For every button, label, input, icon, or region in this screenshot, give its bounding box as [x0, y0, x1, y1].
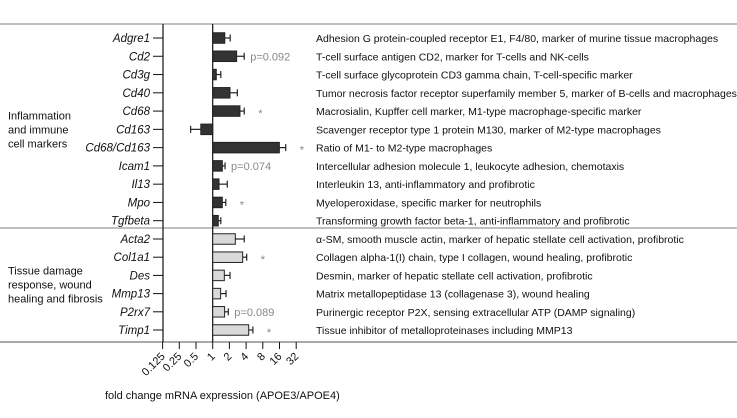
significance-annotation: *: [299, 144, 304, 157]
gene-description: T-cell surface glycoprotein CD3 gamma chain, T-cell-specific marker: [316, 69, 633, 82]
group-label: response, wound: [8, 279, 92, 292]
bar: [213, 33, 225, 44]
gene-label: Il13: [131, 179, 150, 192]
significance-annotation: *: [266, 327, 272, 339]
gene-label: Col1a1: [113, 252, 150, 265]
x-tick-label: 4: [238, 350, 252, 364]
gene-label: P2rx7: [119, 306, 150, 319]
gene-description: T-cell surface antigen CD2, marker for T-cells and NK-cells: [316, 51, 589, 64]
significance-annotation: p=0.074: [231, 160, 272, 173]
gene-label: Cd3g: [122, 69, 150, 82]
gene-description: Adhesion G protein-coupled receptor E1, F4/80, marker of murine tissue macrophages: [316, 33, 719, 45]
gene-label: Acta2: [120, 234, 150, 246]
x-tick-label: 16: [267, 350, 285, 368]
bar: [213, 88, 230, 99]
gene-description: Desmin, marker of hepatic stellate cell activation, profibrotic: [316, 270, 593, 283]
gene-label: Icam1: [118, 160, 150, 173]
gene-description: Collagen alpha-1(I) chain, type I collagen, wound healing, profibrotic: [316, 252, 633, 265]
bar: [213, 51, 237, 62]
significance-annotation: *: [258, 108, 263, 121]
gene-label: Tgfbeta: [111, 215, 150, 228]
gene-label: Mmp13: [111, 288, 150, 301]
x-axis-title: fold change mRNA expression (APOE3/APOE4): [105, 390, 340, 402]
bar: [213, 142, 280, 153]
gene-label: Cd163: [116, 124, 150, 137]
gene-description: Matrix metallopeptidase 13 (collagenase 3), wound healing: [316, 288, 590, 301]
x-tick-label: 0.5: [181, 350, 202, 370]
gene-description: Macrosialin, Kupffer cell marker, M1-type macrophage-specific marker: [316, 106, 642, 119]
gene-description: Purinergic receptor P2X, sensing extracellular ATP (DAMP signaling): [316, 306, 636, 319]
x-tick-label: 0.125: [139, 350, 168, 379]
significance-annotation: p=0.092: [250, 51, 291, 64]
group-label: Tissue damage: [8, 265, 83, 278]
gene-description: Scavenger receptor type 1 protein M130, marker of M2-type macrophages: [316, 124, 661, 137]
bar: [213, 215, 219, 226]
x-tick-label: 2: [221, 350, 235, 364]
bar: [213, 161, 223, 172]
significance-annotation: *: [260, 254, 265, 267]
group-label: Inflammation: [8, 110, 71, 123]
bar: [213, 179, 219, 190]
gene-description: Myeloperoxidase, specific marker for neutrophils: [316, 197, 542, 210]
x-tick-label: 0.25: [160, 350, 185, 375]
group-label: and immune: [8, 124, 69, 137]
bar: [201, 124, 213, 135]
group-label: healing and fibrosis: [8, 293, 103, 306]
gene-label: Adgre1: [112, 33, 150, 45]
bar: [213, 270, 225, 281]
x-tick-label: 1: [205, 350, 218, 364]
x-tick-label: 8: [255, 350, 268, 364]
bar: [213, 325, 249, 336]
group-label: cell markers: [8, 138, 68, 151]
gene-label: Cd68/Cd163: [85, 142, 150, 155]
gene-description: Tissue inhibitor of metalloproteinases including MMP13: [316, 325, 573, 337]
x-tick-label: 32: [284, 350, 302, 368]
gene-description: α-SM, smooth muscle actin, marker of hepatic stellate cell activation, profibrotic: [316, 234, 684, 246]
bar: [213, 307, 225, 318]
gene-description: Intercellular adhesion molecule 1, leukocyte adhesion, chemotaxis: [316, 160, 625, 173]
bar: [213, 252, 243, 263]
bar: [213, 197, 223, 208]
gene-label: Cd2: [128, 51, 150, 64]
gene-label: Timp1: [118, 325, 150, 337]
bar: [213, 69, 217, 80]
gene-label: Mpo: [127, 197, 150, 210]
bar: [213, 106, 240, 117]
gene-description: Transforming growth factor beta-1, anti-inflammatory and profibrotic: [316, 215, 630, 228]
significance-annotation: p=0.089: [234, 306, 275, 319]
bar: [213, 234, 236, 245]
gene-description: Interleukin 13, anti-inflammatory and profibrotic: [316, 179, 535, 192]
gene-label: Des: [129, 270, 150, 283]
significance-annotation: *: [239, 199, 245, 212]
gene-label: Cd40: [122, 87, 150, 100]
gene-description: Tumor necrosis factor receptor superfamily member 5, marker of B-cells and macrophages: [316, 87, 737, 100]
gene-label: Cd68: [122, 106, 150, 119]
gene-description: Ratio of M1- to M2-type macrophages: [316, 142, 493, 155]
bar: [213, 288, 221, 299]
